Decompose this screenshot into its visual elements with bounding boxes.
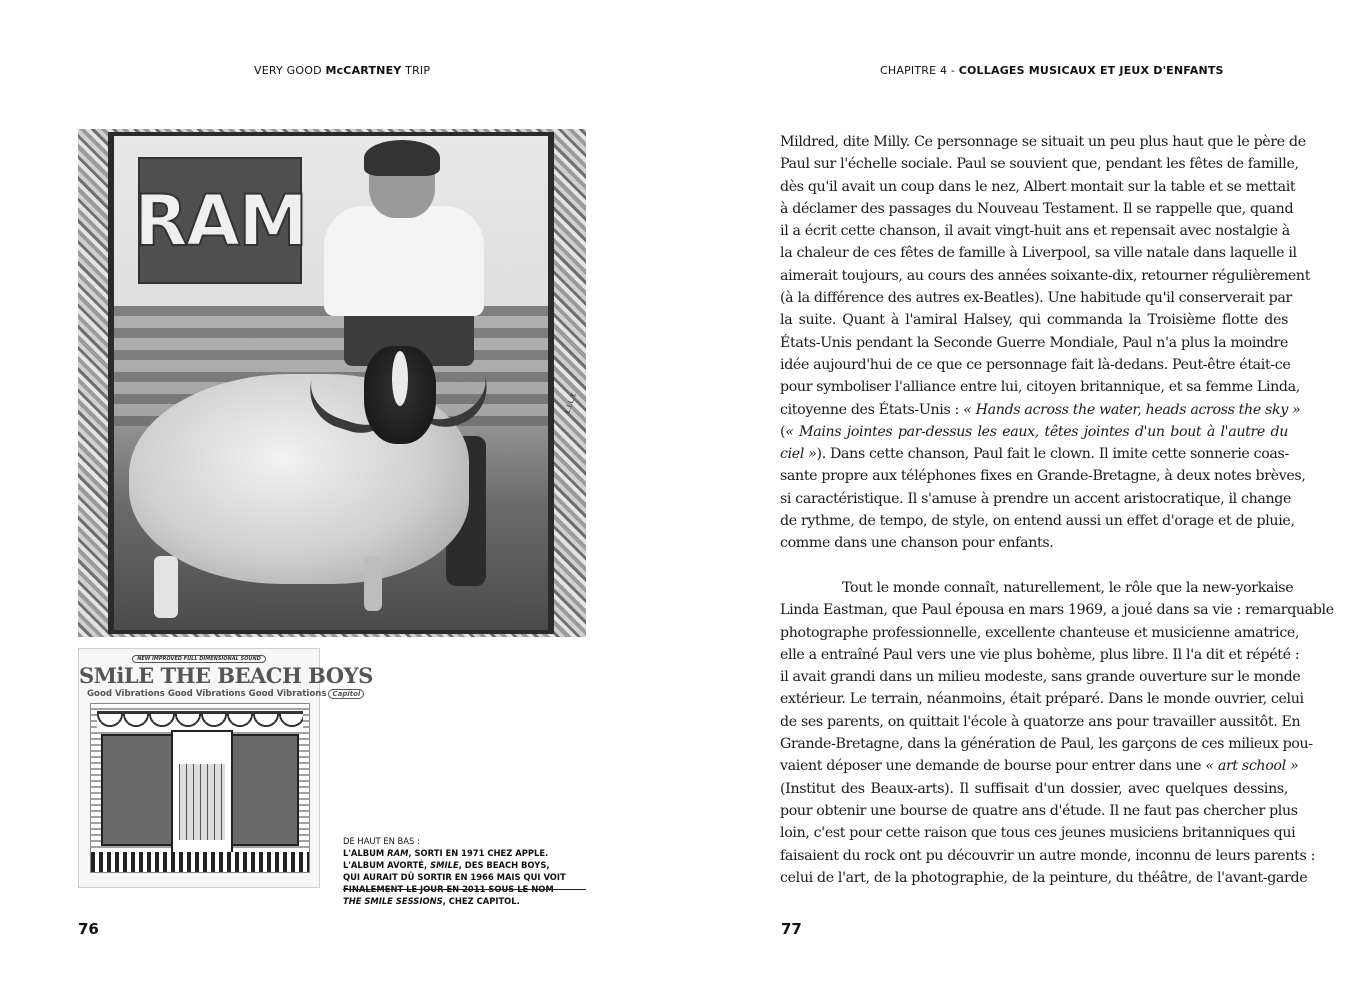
shop-window-left [101,734,173,846]
text-line: la suite. Quant à l'amiral Halsey, qui commanda la Troisième flotte des [780,312,1288,329]
caption-text: , CHEZ CAPITOL. [442,896,520,906]
caption-line [343,859,587,871]
caption-line: FINALEMENT LE JOUR EN 2011 SOUS LE NOM [343,884,554,894]
text-line [780,421,1288,443]
shop-door [171,730,233,854]
smile-banner-text: NEW IMPROVED FULL DIMENSIONAL SOUND [132,655,266,663]
shop-awning [97,711,303,730]
ram-album-cover-image [78,129,586,637]
text-line: pour obtenir une bourse de quatre ans d'étude. Il ne faut pas chercher plus [780,802,1298,819]
lyric-translation: « Mains jointes par-dessus les eaux, têtes jointes d'un bout à l'autre du [785,423,1288,440]
running-head-bold: COLLAGES MUSICAUX ET JEUX D'ENFANTS [958,64,1224,77]
running-head-bold: McCARTNEY [325,64,402,77]
caption-line [343,847,587,859]
text-line: (à la différence des autres ex-Beatles). Une habitude qu'il conserverait par [780,290,1292,307]
caption-lead: DE HAUT EN BAS : [343,836,420,846]
text-line: il a écrit cette chanson, il avait vingt-huit ans et repensait avec nostalgie à [780,223,1290,240]
shop-door-interior [179,764,225,840]
running-head-right [880,64,1224,77]
text-line: de ses parents, on quittait l'école à quatorze ans pour travailler aussitôt. En [780,713,1301,730]
text-line: Paul sur l'échelle sociale. Paul se souvient que, pendant les fêtes de famille, [780,156,1299,173]
text-line: (Institut des Beaux-arts). Il suffisait d'un dossier, avec quelques dessins, [780,780,1288,797]
smile-subtitle-text: Good Vibrations Good Vibrations Good Vibrations [87,689,327,699]
running-head-prefix: VERY GOOD [254,64,326,77]
caption-title-smile-sessions: THE SMILE SESSIONS [343,896,443,906]
man-hair [364,140,440,176]
man-shirt [324,206,484,316]
text-line: États-Unis pendant la Seconde Guerre Mondiale, Paul n'a plus la moindre [780,334,1288,351]
shop-window-right [227,734,299,846]
caption-text: L'ALBUM AVORTÉ, [343,860,431,870]
running-head-prefix: CHAPITRE 4 - [880,64,959,77]
smile-banner [79,656,319,662]
text-line: Mildred, dite Milly. Ce personnage se situait un peu plus haut que le père de [780,134,1306,150]
lyric-translation: ciel » [780,446,817,463]
text-run: citoyenne des États-Unis : [780,401,964,418]
caption-rule [343,889,586,890]
sheep-leg [364,556,382,611]
text-line: celui de l'art, de la photographie, de la peinture, du théâtre, de l'avant-garde [780,869,1308,886]
text-line [780,755,1299,777]
text-line: idée aujourd'hui de ce que ce personnage fait là-dedans. Peut-être était-ce [780,356,1291,373]
sheep-blaze [392,351,408,406]
sheep-leg [154,556,178,618]
text-run: ). Dans cette chanson, Paul fait le clown. Il imite cette sonnerie coas- [816,446,1289,463]
paragraph-1 [780,131,1311,555]
page-number-right: 77 [781,920,802,938]
paragraph-gap [780,555,1288,577]
text-line: de rythme, de tempo, de style, on entend aussi un effet d'orage et de pluie, [780,513,1295,530]
text-line: dès qu'il avait un coup dans le nez, Albert montait sur la table et se mettait [780,178,1296,195]
text-line: elle a entraîné Paul vers une vie plus bohème, plus libre. Il l'a dit et répété : [780,646,1300,663]
running-head-left [254,64,430,77]
text-line: photographe professionnelle, excellente chanteuse et musicienne amatrice, [780,624,1300,641]
text-run: ( [780,423,786,440]
figure-caption [343,835,587,907]
text-line: extérieur. Le terrain, néanmoins, était préparé. Dans le monde ouvrier, celui [780,691,1304,708]
paragraph-2 [780,577,1334,889]
text-line: Tout le monde connaît, naturellement, le rôle que la new-yorkaise [842,579,1294,596]
text-line: faisaient du rock ont pu découvrir un autre monde, inconnu de leurs parents : [780,847,1316,864]
caption-line [343,895,587,907]
text-line: sante propre aux téléphones fixes en Grande-Bretagne, à deux notes brèves, [780,468,1306,485]
text-line: il avait grandi dans un milieu modeste, sans grande ouverture sur le monde [780,669,1301,686]
ram-sign [134,157,306,284]
text-line: pour symboliser l'alliance entre lui, citoyen britannique, et sa femme Linda, [780,379,1300,396]
smile-shop-illustration [90,703,310,873]
ram-photo-scene [114,136,548,630]
shop-floor-tiles [91,852,309,872]
text-line: Linda Eastman, que Paul épousa en mars 1969, a joué dans sa vie : remarquable [780,602,1334,619]
text-line: la chaleur de ces fêtes de famille à Liverpool, sa ville natale dans laquelle il [780,245,1297,262]
ram-photo [108,132,554,634]
text-line: Grande-Bretagne, dans la génération de Paul, les garçons de ces milieux pou- [780,736,1313,753]
song-lyric-quote: « Hands across the water, heads across the sky » [963,401,1301,418]
smile-subtitle [87,689,364,699]
text-line [780,443,1288,465]
text-run: vaient déposer une demande de bourse pour entrer dans une [780,758,1206,775]
text-line: à déclamer des passages du Nouveau Testament. Il se rappelle que, quand [780,200,1294,217]
body-text [780,131,1334,889]
artist-signature: L.I.L.Y. [563,391,579,415]
running-head-suffix: TRIP [401,64,431,77]
text-line: loin, c'est pour cette raison que tous ces jeunes musiciens britanniques qui [780,825,1296,842]
caption-text: L'ALBUM [343,848,388,858]
caption-title-smile: SMILE [430,860,459,870]
smile-title: SMiLE THE BEACH BOYS [79,663,373,688]
text-line: si caractéristique. Il s'amuse à prendre un accent aristocratique, il change [780,490,1292,507]
caption-line: QUI AURAIT DÛ SORTIR EN 1966 MAIS QUI VOIT [343,872,566,882]
caption-text: , SORTI EN 1971 CHEZ APPLE. [408,848,549,858]
text-line [780,399,1301,421]
page-number-left: 76 [78,920,99,938]
art-school-term: « art school » [1205,758,1299,775]
text-line: aimerait toujours, au cours des années soixante-dix, retourner régulièrement [780,267,1311,284]
ram-sign-text: RAM [134,179,306,262]
caption-title-ram: RAM [387,848,409,858]
text-line: comme dans une chanson pour enfants. [780,535,1054,552]
capitol-logo: Capitol [328,689,364,699]
caption-text: , DES BEACH BOYS, [458,860,550,870]
